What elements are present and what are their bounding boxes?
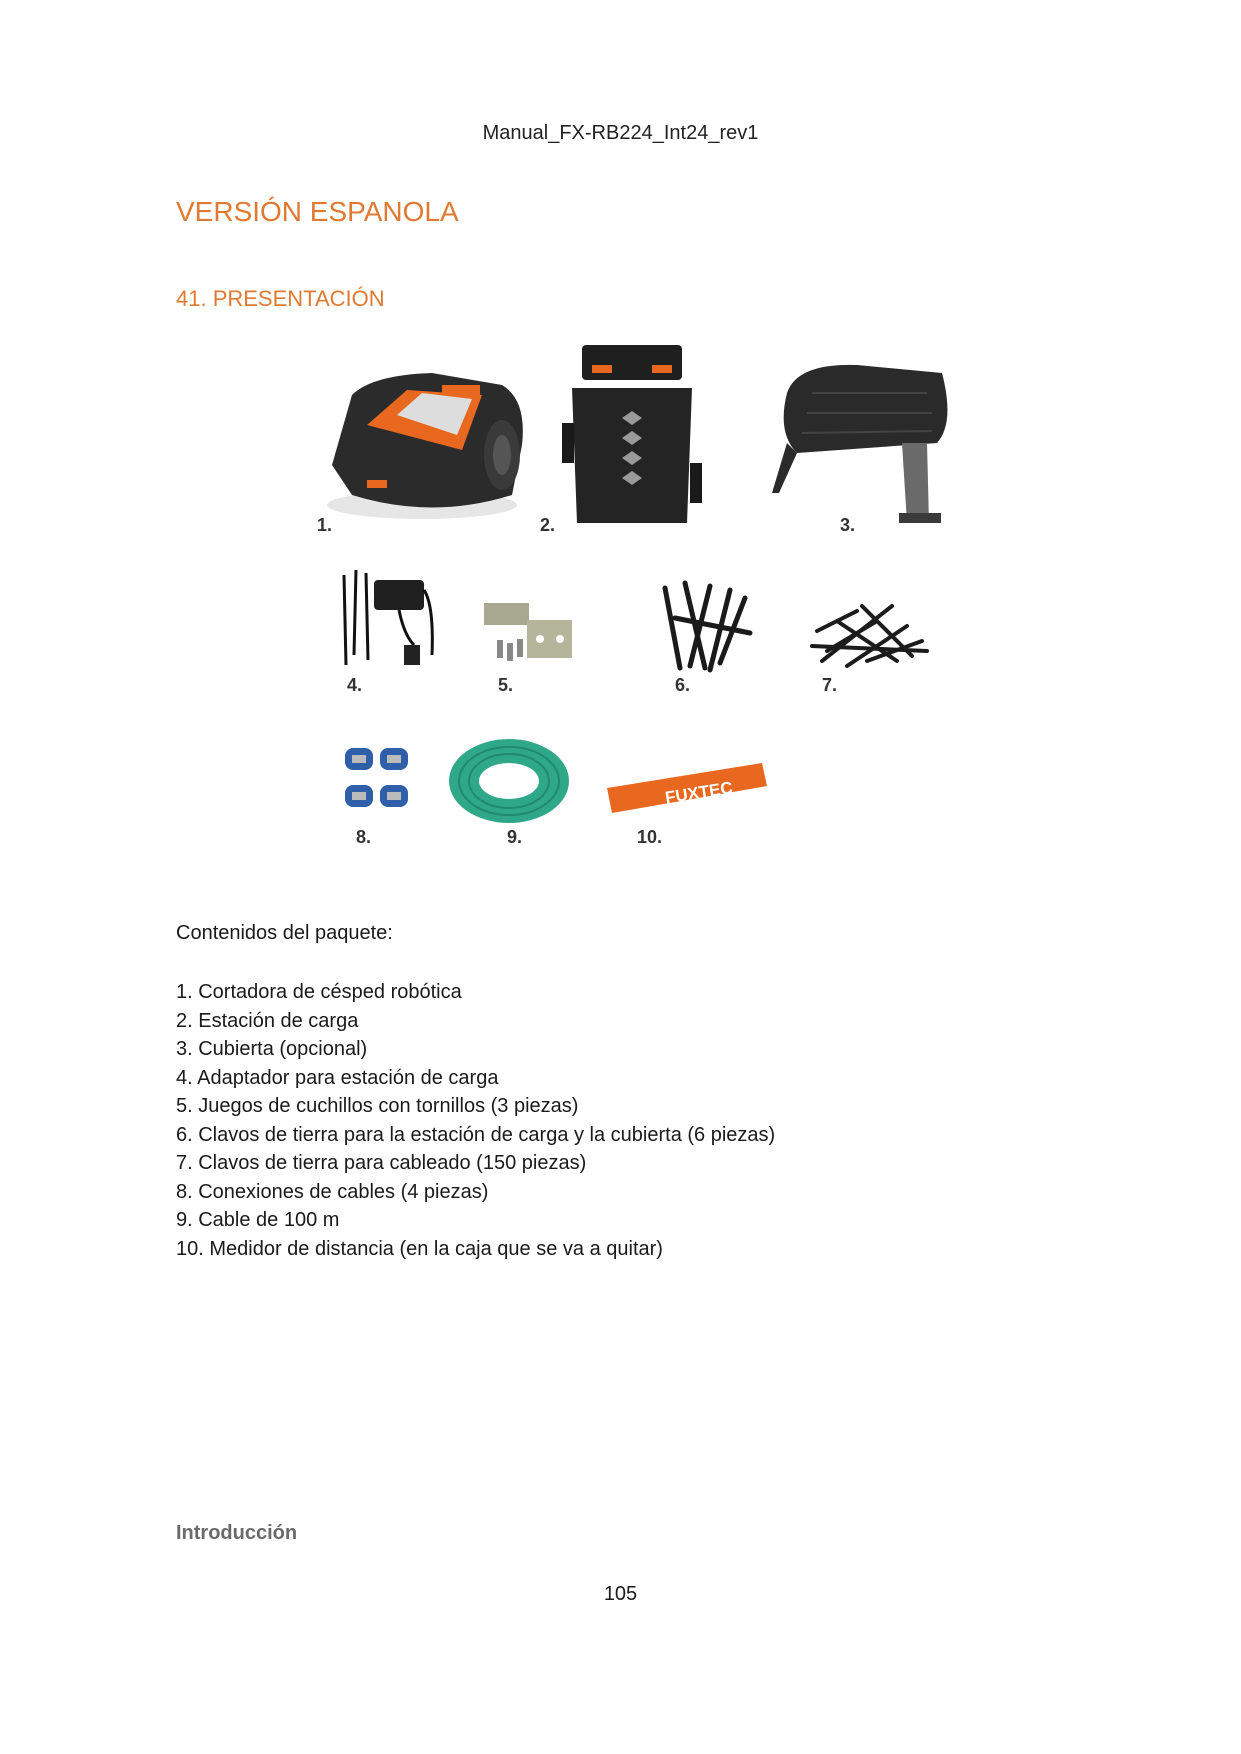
cable-roll-image [444,731,574,831]
page-number: 105 [603,1583,638,1605]
list-item: 2. Estación de carga [176,1009,359,1032]
list-item: 3. Cubierta (opcional) [176,1038,368,1060]
figure-label-9: 9. [507,827,523,847]
adapter-image [334,565,444,675]
blades-image [482,595,592,675]
package-contents-figure [272,333,972,873]
section-title: 41. PRESENTACIÓN [176,286,385,311]
figure-label-10: 10. [637,827,663,847]
cover-image [757,363,957,533]
brand-logo-text: FUXTEC [663,777,734,808]
list-item: 1. Cortadora de césped robótica [176,981,462,1003]
figure-label-3: 3. [840,515,856,535]
figure-label-6: 6. [675,675,691,695]
figure-label-5: 5. [498,675,514,695]
figure-label-4: 4. [347,675,363,695]
list-item: 5. Juegos de cuchillos con tornillos (3 piezas) [176,1095,579,1117]
package-contents-heading: Contenidos del paquete: [176,922,393,944]
distance-gauge-image [602,758,772,818]
list-item: 8. Conexiones de cables (4 piezas) [176,1180,489,1203]
list-item: 4. Adaptador para estación de carga [176,1066,499,1089]
cable-connectors-image [340,743,420,818]
ground-pegs-station-image [650,578,760,678]
list-item: 10. Medidor de distancia (en la caja que se va a quitar) [176,1237,663,1260]
footer-section-label: Introducción [176,1522,298,1544]
page-title: VERSIÓN ESPANOLA [176,196,459,227]
list-item: 9. Cable de 100 m [176,1209,340,1231]
document-header: Manual_FX-RB224_Int24_rev1 [482,122,759,144]
package-contents-list [176,978,775,1263]
robotic-mower-image [312,355,532,525]
ground-pegs-cable-image [807,591,932,681]
figure-label-7: 7. [822,675,838,695]
figure-label-1: 1. [317,515,333,535]
figure-label-8: 8. [356,827,372,847]
list-item: 6. Clavos de tierra para la estación de carga y la cubierta (6 piezas) [176,1123,776,1146]
list-item: 7. Clavos de tierra para cableado (150 piezas) [176,1152,587,1174]
charging-station-image [562,343,702,528]
figure-label-2: 2. [540,515,556,535]
